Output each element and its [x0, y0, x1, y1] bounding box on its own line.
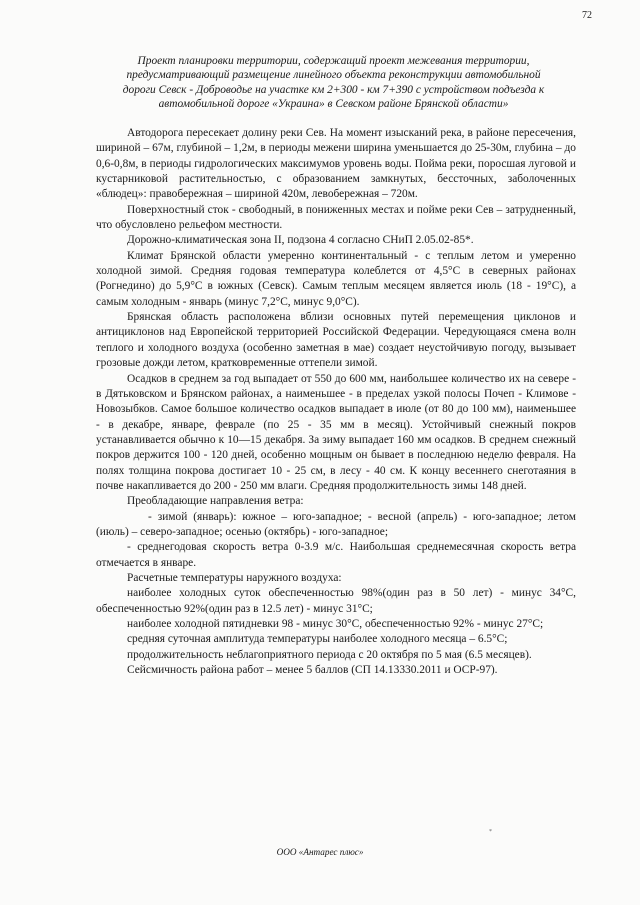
header-line: дороги Севск - Доброводье на участке км 2+300 - км 7+390 с устройством подъезда к [122, 83, 545, 96]
header-line: автомобильной дороге «Украина» в Севском районе Брянской области» [158, 97, 509, 110]
document-header [96, 54, 571, 111]
paragraph-climate-zone: Дорожно-климатическая зона II, подзона 4 согласно СНиП 2.05.02-85*. [127, 234, 474, 247]
paragraph-wind-directions: - зимой (январь): южное – юго-западное; - весной (апрель) - юго-западное; летом (июль) – северо-западное; осенью (октябрь) - юго-западное; [96, 510, 576, 538]
paragraph-seismicity: Сейсмичность района работ – менее 5 баллов (СП 14.13330.2011 и ОСР-97). [127, 664, 498, 677]
paragraph-amplitude: средняя суточная амплитуда температуры наиболее холодного месяца – 6.5°С; [127, 633, 508, 646]
paragraph-precipitation: Осадков в среднем за год выпадает от 550 до 600 мм, наибольшее количество их на севере - в Дятьковском и Брянском районах, а наименьшее - в пределах узкой полосы Почеп - Климове - Новозыбков. Самое большое количество осадков выпадает в июле (от 80 до 100 мм), наименьшее - в декабре, январе, феврале (по 25 - 35 мм в месяц). Устойчивый снежный покров устанавливается обычно к 10—15 декабря. За зиму выпадает 160 мм осадков. В среднем снежный покров держится 100 - 120 дней, особенно мощным он бывает в последнюю неделю февраля. На полях толщина покрова достигает 10 - 25 см, в лесу - 40 см. К концу весеннего снеготаяния в почве накапливается до 200 - 250 мм влаги. Средняя продолжительность зимы 148 дней. [96, 372, 576, 492]
paragraph-climate: Климат Брянской области умеренно континентальный - с теплым летом и умеренно холодной зимой. Средняя годовая температура колеблется от 4,5°С в северных районах (Рогнедино) до 5,9°С в южных (Севск). Самым теплым месяцем является июль (18 - 19°С), а самым холодным - январь (минус 7,2°С, минус 9,0°С). [96, 249, 576, 308]
paragraph-coldest-days: наиболее холодных суток обеспеченностью 98%(один раз в 50 лет) - минус 34°С, обеспеченностью 92%(один раз в 12.5 лет) - минус 31°С; [96, 587, 576, 615]
header-line: Проект планировки территории, содержащий проект межевания территории, [137, 55, 530, 67]
paragraph-unfavorable-period: продолжительность неблагоприятного периода с 20 октября по 5 мая (6.5 месяцев). [127, 648, 532, 661]
document-body [96, 126, 576, 678]
page-number: 72 [582, 10, 592, 21]
paragraph-surface-runoff: Поверхностный сток - свободный, в пониженных местах и пойме реки Сев – затрудненный, что обусловлено рельефом местности. [96, 203, 576, 232]
paragraph-cyclones: Брянская область расположена вблизи основных путей перемещения циклонов и антициклонов над Европейской территорией Российской Федерации. Чередующаяся смена волн теплого и холодного воздуха (особенно заметная в мае) создает неустойчивую погоду, вызывает грозовые дожди летом, кратковременные оттепели зимой. [96, 311, 576, 370]
paragraph-river-valley: Автодорога пересекает долину реки Сев. На момент изысканий река, в районе пересечения, шириной – 67м, глубиной – 1,2м, в периоды межени ширина уменьшается до 25-30м, глубина – до 0,6-0,8м, в периоды гидрологических максимумов уровень воды. Пойма реки, поросшая луговой и кустарниковой растительностью, с образованием замкнутых, бессточных, заболоченных «блюдец»: правобережная – шириной 420м, левобережная – 720м. [96, 127, 576, 201]
paragraph-wind-heading: Преобладающие направления ветра: [127, 495, 304, 508]
document-footer: ООО «Антарес плюс» [276, 847, 364, 857]
header-line: предусматривающий размещение линейного объекта реконструкции автомобильной [126, 69, 541, 82]
stray-mark: * [489, 829, 492, 835]
paragraph-coldest-five-days: наиболее холодной пятидневки 98 - минус 30°С, обеспеченностью 92% - минус 27°С; [127, 618, 544, 630]
paragraph-temp-heading: Расчетные температуры наружного воздуха: [127, 571, 342, 584]
paragraph-wind-speed: - среднегодовая скорость ветра 0-3.9 м/с. Наибольшая среднемесячная скорость ветра отмечается в январе. [96, 541, 576, 569]
